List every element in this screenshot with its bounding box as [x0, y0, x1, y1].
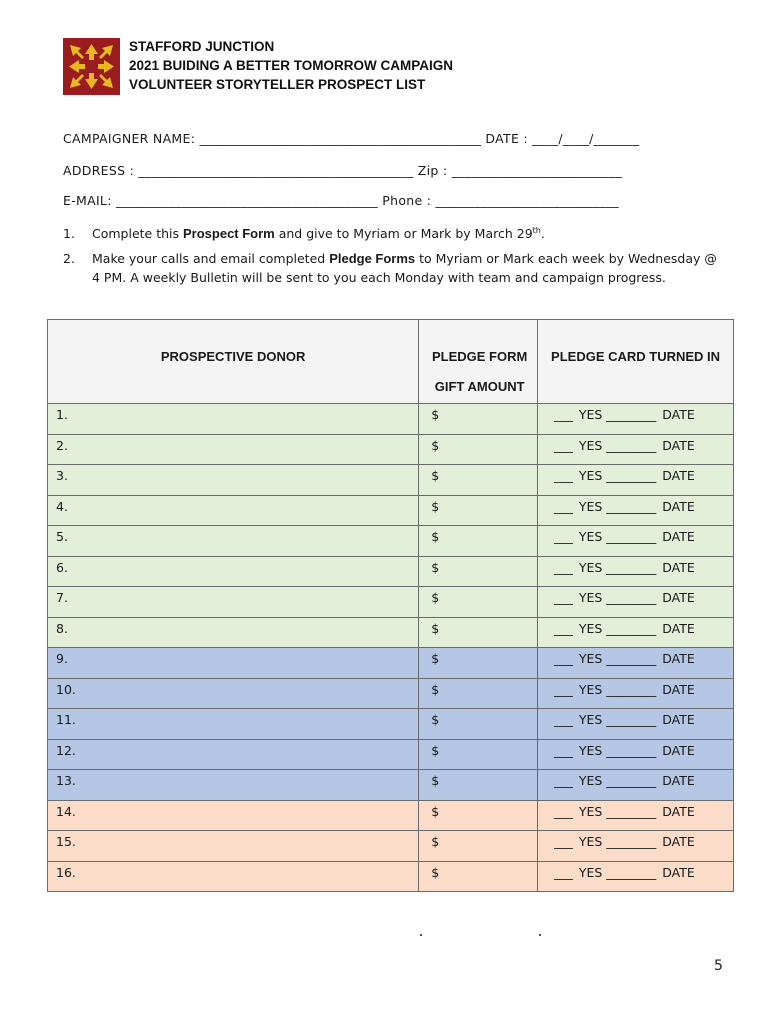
gift-amount-cell[interactable]: $	[419, 770, 538, 801]
table-row	[48, 770, 734, 801]
pledge-form-header: PLEDGE FORM GIFT AMOUNT	[419, 320, 538, 404]
table-row	[48, 617, 734, 648]
gift-amount-cell[interactable]: $	[419, 617, 538, 648]
donor-cell[interactable]: 10.	[48, 678, 419, 709]
pledge-card-cell[interactable]: ___ YES ________ DATE	[538, 495, 734, 526]
gift-amount-cell[interactable]: $	[419, 465, 538, 496]
pledge-card-cell[interactable]: ___ YES ________ DATE	[538, 434, 734, 465]
table-row	[48, 678, 734, 709]
donor-cell[interactable]: 13.	[48, 770, 419, 801]
table-row	[48, 434, 734, 465]
gift-amount-cell[interactable]: $	[419, 861, 538, 892]
instruction-item: 2. Make your calls and email completed Pledge Forms to Myriam or Mark each week by Wednesday @ 4 PM. A weekly Bulletin will be sent to you each Monday with team and campaign progress.	[63, 251, 717, 285]
pledge-card-cell[interactable]: ___ YES ________ DATE	[538, 861, 734, 892]
donor-cell[interactable]: 11.	[48, 709, 419, 740]
table-row	[48, 465, 734, 496]
table-row	[48, 739, 734, 770]
table-row	[48, 831, 734, 862]
email-phone-field: E-MAIL: ________________________________________ Phone : ____________________________	[63, 193, 619, 208]
donor-cell[interactable]: 14.	[48, 800, 419, 831]
campaigner-name-date-field: CAMPAIGNER NAME: ___________________________________________ DATE : ____/____/_______	[63, 131, 640, 146]
org-name: STAFFORD JUNCTION	[129, 39, 275, 54]
table-row	[48, 800, 734, 831]
document-title	[129, 37, 453, 94]
table-row	[48, 556, 734, 587]
table-row	[48, 709, 734, 740]
gift-amount-cell[interactable]: $	[419, 831, 538, 862]
donor-cell[interactable]: 2.	[48, 434, 419, 465]
pledge-card-cell[interactable]: ___ YES ________ DATE	[538, 587, 734, 618]
prospective-donor-header: PROSPECTIVE DONOR	[48, 320, 419, 404]
gift-amount-cell[interactable]: $	[419, 739, 538, 770]
donor-cell[interactable]: 12.	[48, 739, 419, 770]
pledge-card-cell[interactable]: ___ YES ________ DATE	[538, 648, 734, 679]
gift-amount-cell[interactable]: $	[419, 526, 538, 557]
gift-amount-cell[interactable]: $	[419, 434, 538, 465]
campaign-name: 2021 BUIDING A BETTER TOMORROW CAMPAIGN	[129, 58, 454, 73]
pledge-card-cell[interactable]: ___ YES ________ DATE	[538, 770, 734, 801]
page-number: 5	[714, 958, 723, 974]
pledge-card-cell[interactable]: ___ YES ________ DATE	[538, 831, 734, 862]
donor-cell[interactable]: 16.	[48, 861, 419, 892]
pledge-card-cell[interactable]: ___ YES ________ DATE	[538, 800, 734, 831]
pledge-card-cell[interactable]: ___ YES ________ DATE	[538, 526, 734, 557]
address-zip-field: ADDRESS : __________________________________________ Zip : __________________________	[63, 163, 623, 178]
gift-amount-cell[interactable]: $	[419, 709, 538, 740]
donor-cell[interactable]: 9.	[48, 648, 419, 679]
gift-amount-cell[interactable]: $	[419, 587, 538, 618]
table-row	[48, 404, 734, 435]
instruction-item: 1. Complete this Prospect Form and give to Myriam or Mark by March 29th.	[63, 225, 545, 241]
list-title: VOLUNTEER STORYTELLER PROSPECT LIST	[129, 77, 426, 92]
pledge-card-header: PLEDGE CARD TURNED IN	[538, 320, 734, 404]
pledge-card-cell[interactable]: ___ YES ________ DATE	[538, 465, 734, 496]
gift-amount-cell[interactable]: $	[419, 556, 538, 587]
pledge-card-cell[interactable]: ___ YES ________ DATE	[538, 556, 734, 587]
gift-amount-cell[interactable]: $	[419, 404, 538, 435]
table-row	[48, 526, 734, 557]
stafford-junction-logo	[63, 38, 120, 95]
donor-cell[interactable]: 5.	[48, 526, 419, 557]
donor-cell[interactable]: 8.	[48, 617, 419, 648]
table-header-row	[48, 320, 734, 404]
pledge-card-cell[interactable]: ___ YES ________ DATE	[538, 404, 734, 435]
table-row	[48, 861, 734, 892]
decorative-dot	[420, 934, 422, 936]
donor-cell[interactable]: 3.	[48, 465, 419, 496]
pledge-card-cell[interactable]: ___ YES ________ DATE	[538, 739, 734, 770]
donor-cell[interactable]: 6.	[48, 556, 419, 587]
prospect-table	[47, 319, 734, 892]
table-row	[48, 587, 734, 618]
gift-amount-cell[interactable]: $	[419, 678, 538, 709]
donor-cell[interactable]: 1.	[48, 404, 419, 435]
donor-cell[interactable]: 7.	[48, 587, 419, 618]
table-row	[48, 495, 734, 526]
donor-cell[interactable]: 15.	[48, 831, 419, 862]
instruction-list	[63, 224, 723, 293]
pledge-card-cell[interactable]: ___ YES ________ DATE	[538, 678, 734, 709]
pledge-card-cell[interactable]: ___ YES ________ DATE	[538, 617, 734, 648]
gift-amount-cell[interactable]: $	[419, 800, 538, 831]
donor-cell[interactable]: 4.	[48, 495, 419, 526]
gift-amount-cell[interactable]: $	[419, 648, 538, 679]
gift-amount-cell[interactable]: $	[419, 495, 538, 526]
decorative-dot	[539, 934, 541, 936]
pledge-card-cell[interactable]: ___ YES ________ DATE	[538, 709, 734, 740]
table-row	[48, 648, 734, 679]
